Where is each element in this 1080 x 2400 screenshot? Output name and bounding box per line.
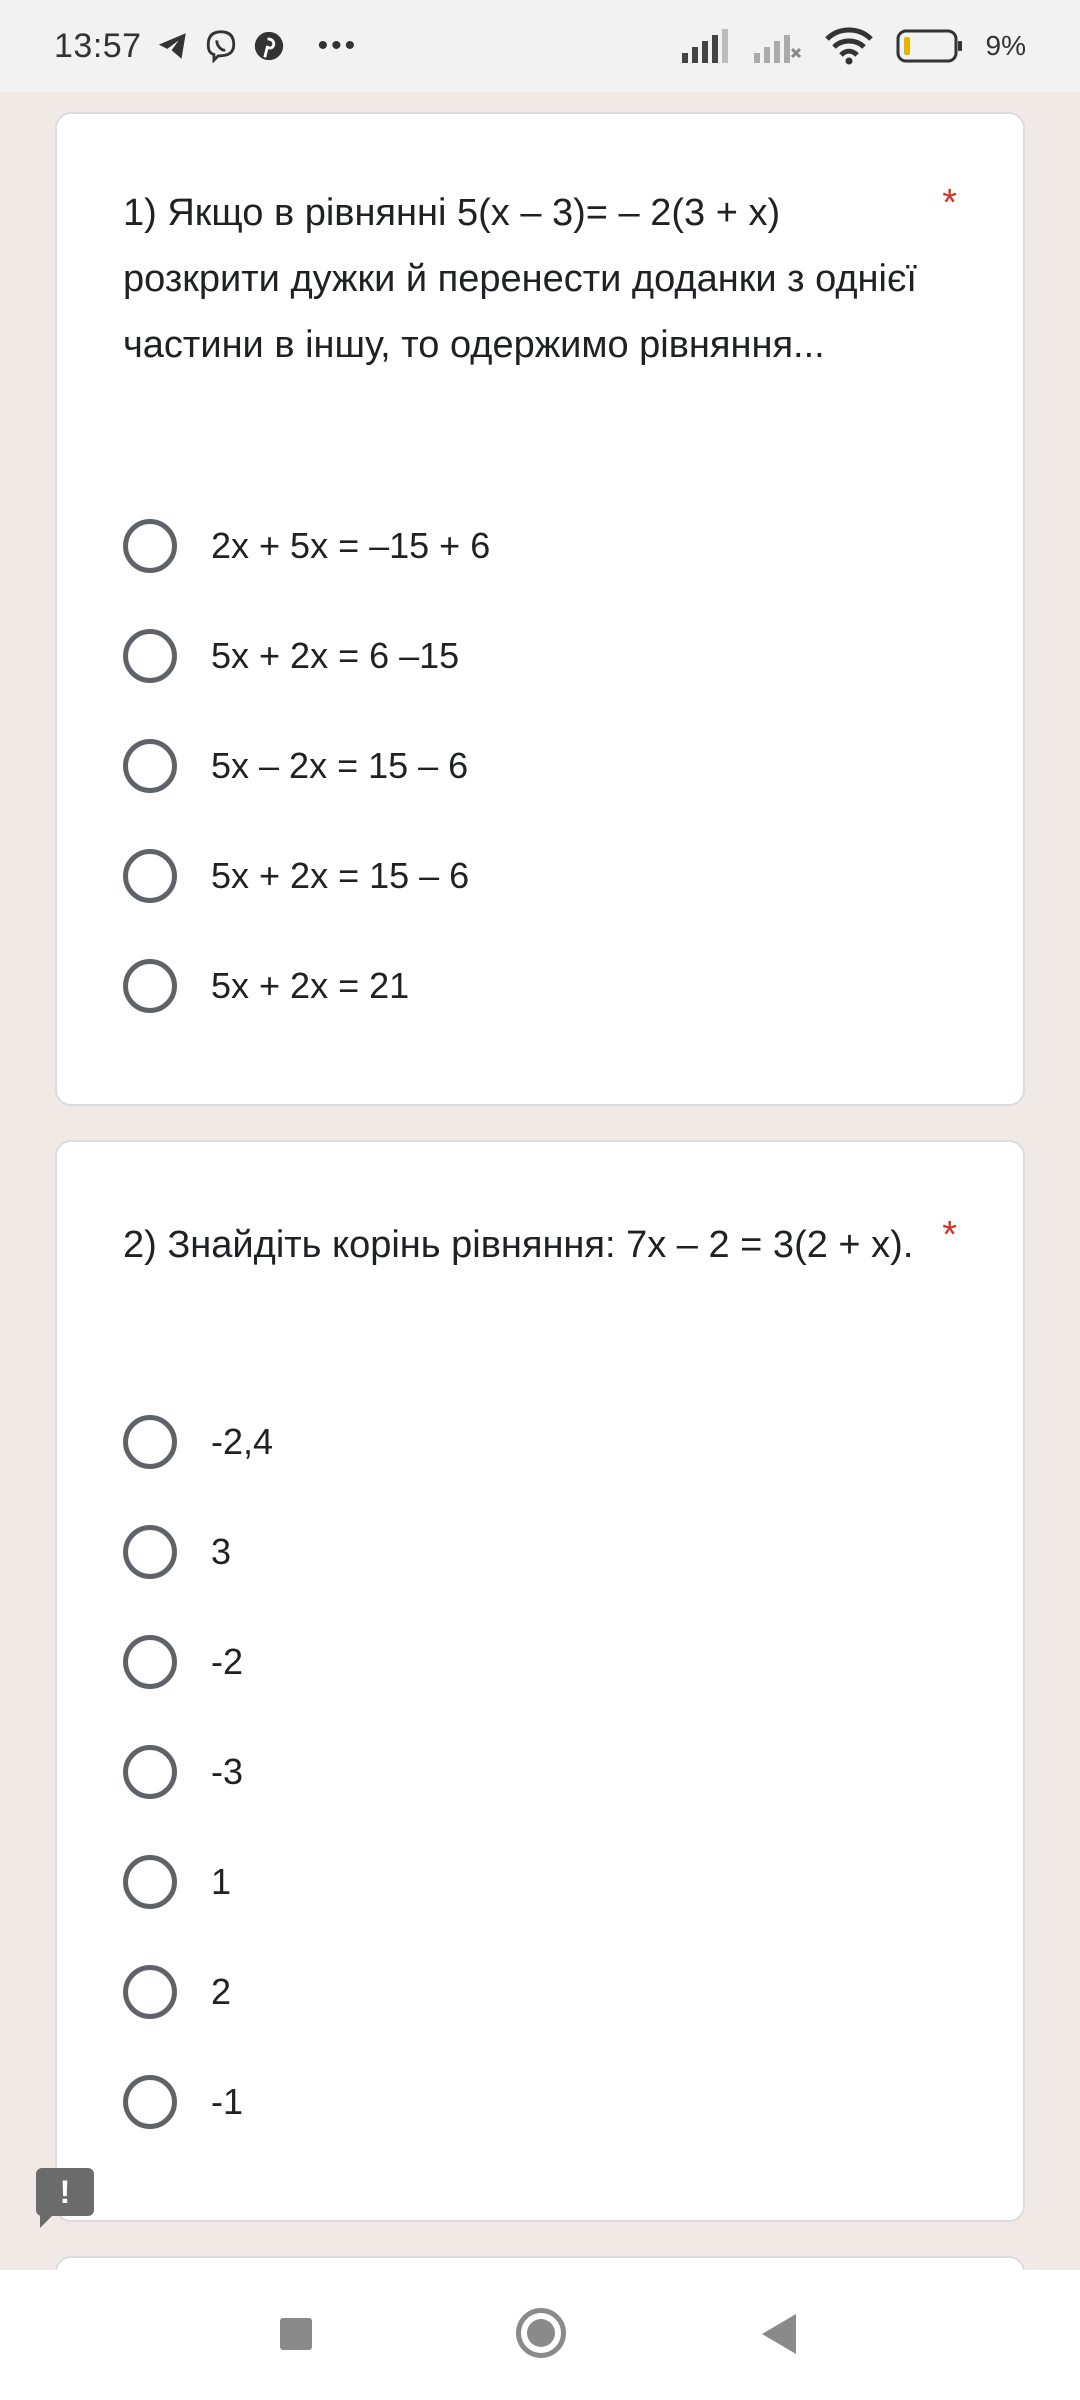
q2-option-5[interactable] [123, 1852, 231, 1912]
q1-option-5[interactable] [123, 956, 409, 1016]
option-label: -3 [211, 1751, 244, 1792]
radio-button[interactable] [123, 1965, 177, 2019]
option-label: 1 [211, 1861, 232, 1902]
q2-option-2[interactable] [123, 1522, 231, 1582]
question-card-1 [55, 112, 1025, 1106]
option-label: 5x + 2x = 6 –15 [211, 635, 460, 676]
radio-button[interactable] [123, 629, 177, 683]
option-label: 3 [211, 1531, 232, 1572]
q2-option-1[interactable] [123, 1412, 273, 1472]
option-label: -2,4 [211, 1421, 274, 1462]
option-label: -1 [211, 2081, 244, 2122]
question-title-1: 1) Якщо в рівнянні 5(x – 3)= – 2(3 + x) розкрити дужки й перенести доданки з однієї частини в іншу, то одержимо рівняння... [123, 192, 917, 366]
required-asterisk-1: * [942, 182, 957, 224]
option-label: 5x + 2x = 21 [211, 965, 410, 1006]
q1-option-2[interactable] [123, 626, 459, 686]
q1-option-3[interactable] [123, 736, 468, 796]
radio-button[interactable] [123, 849, 177, 903]
q1-option-4[interactable] [123, 846, 469, 906]
option-label: -2 [211, 1641, 244, 1682]
telegram-icon [156, 29, 190, 63]
option-label: 2 [211, 1971, 232, 2012]
option-label: 5x + 2x = 15 – 6 [211, 855, 470, 896]
signal-icon-2 [752, 29, 802, 63]
question-title-2: 2) Знайдіть корінь рівняння: 7x – 2 = 3(2 + x). [123, 1224, 914, 1266]
battery-icon [896, 29, 964, 63]
radio-button[interactable] [123, 739, 177, 793]
q2-option-6[interactable] [123, 1962, 231, 2022]
status-time: 13:57 [54, 26, 142, 65]
radio-button[interactable] [123, 519, 177, 573]
option-label: 2x + 5x = –15 + 6 [211, 525, 491, 566]
wifi-icon [824, 27, 874, 65]
q2-option-4[interactable] [123, 1742, 243, 1802]
radio-button[interactable] [123, 2075, 177, 2129]
pinterest-icon [252, 29, 286, 63]
radio-button[interactable] [123, 1855, 177, 1909]
radio-button[interactable] [123, 1525, 177, 1579]
required-asterisk-2: * [942, 1214, 957, 1256]
option-label: 5x – 2x = 15 – 6 [211, 745, 469, 786]
navigation-bar [0, 2270, 1080, 2400]
radio-button[interactable] [123, 959, 177, 1013]
recents-button-icon[interactable] [280, 2318, 312, 2350]
more-dots-icon: ••• [317, 29, 359, 62]
back-button-icon[interactable] [762, 2314, 796, 2354]
status-bar [0, 0, 1080, 92]
signal-icon [680, 29, 730, 63]
radio-button[interactable] [123, 1415, 177, 1469]
report-feedback-button[interactable]: ! [36, 2168, 94, 2216]
q1-option-1[interactable] [123, 516, 490, 576]
q2-option-7[interactable] [123, 2072, 243, 2132]
viber-icon [204, 29, 238, 63]
battery-percent: 9% [985, 30, 1026, 61]
home-button-icon[interactable] [516, 2308, 566, 2358]
radio-button[interactable] [123, 1635, 177, 1689]
question-card-2 [55, 1140, 1025, 2222]
q2-option-3[interactable] [123, 1632, 243, 1692]
radio-button[interactable] [123, 1745, 177, 1799]
